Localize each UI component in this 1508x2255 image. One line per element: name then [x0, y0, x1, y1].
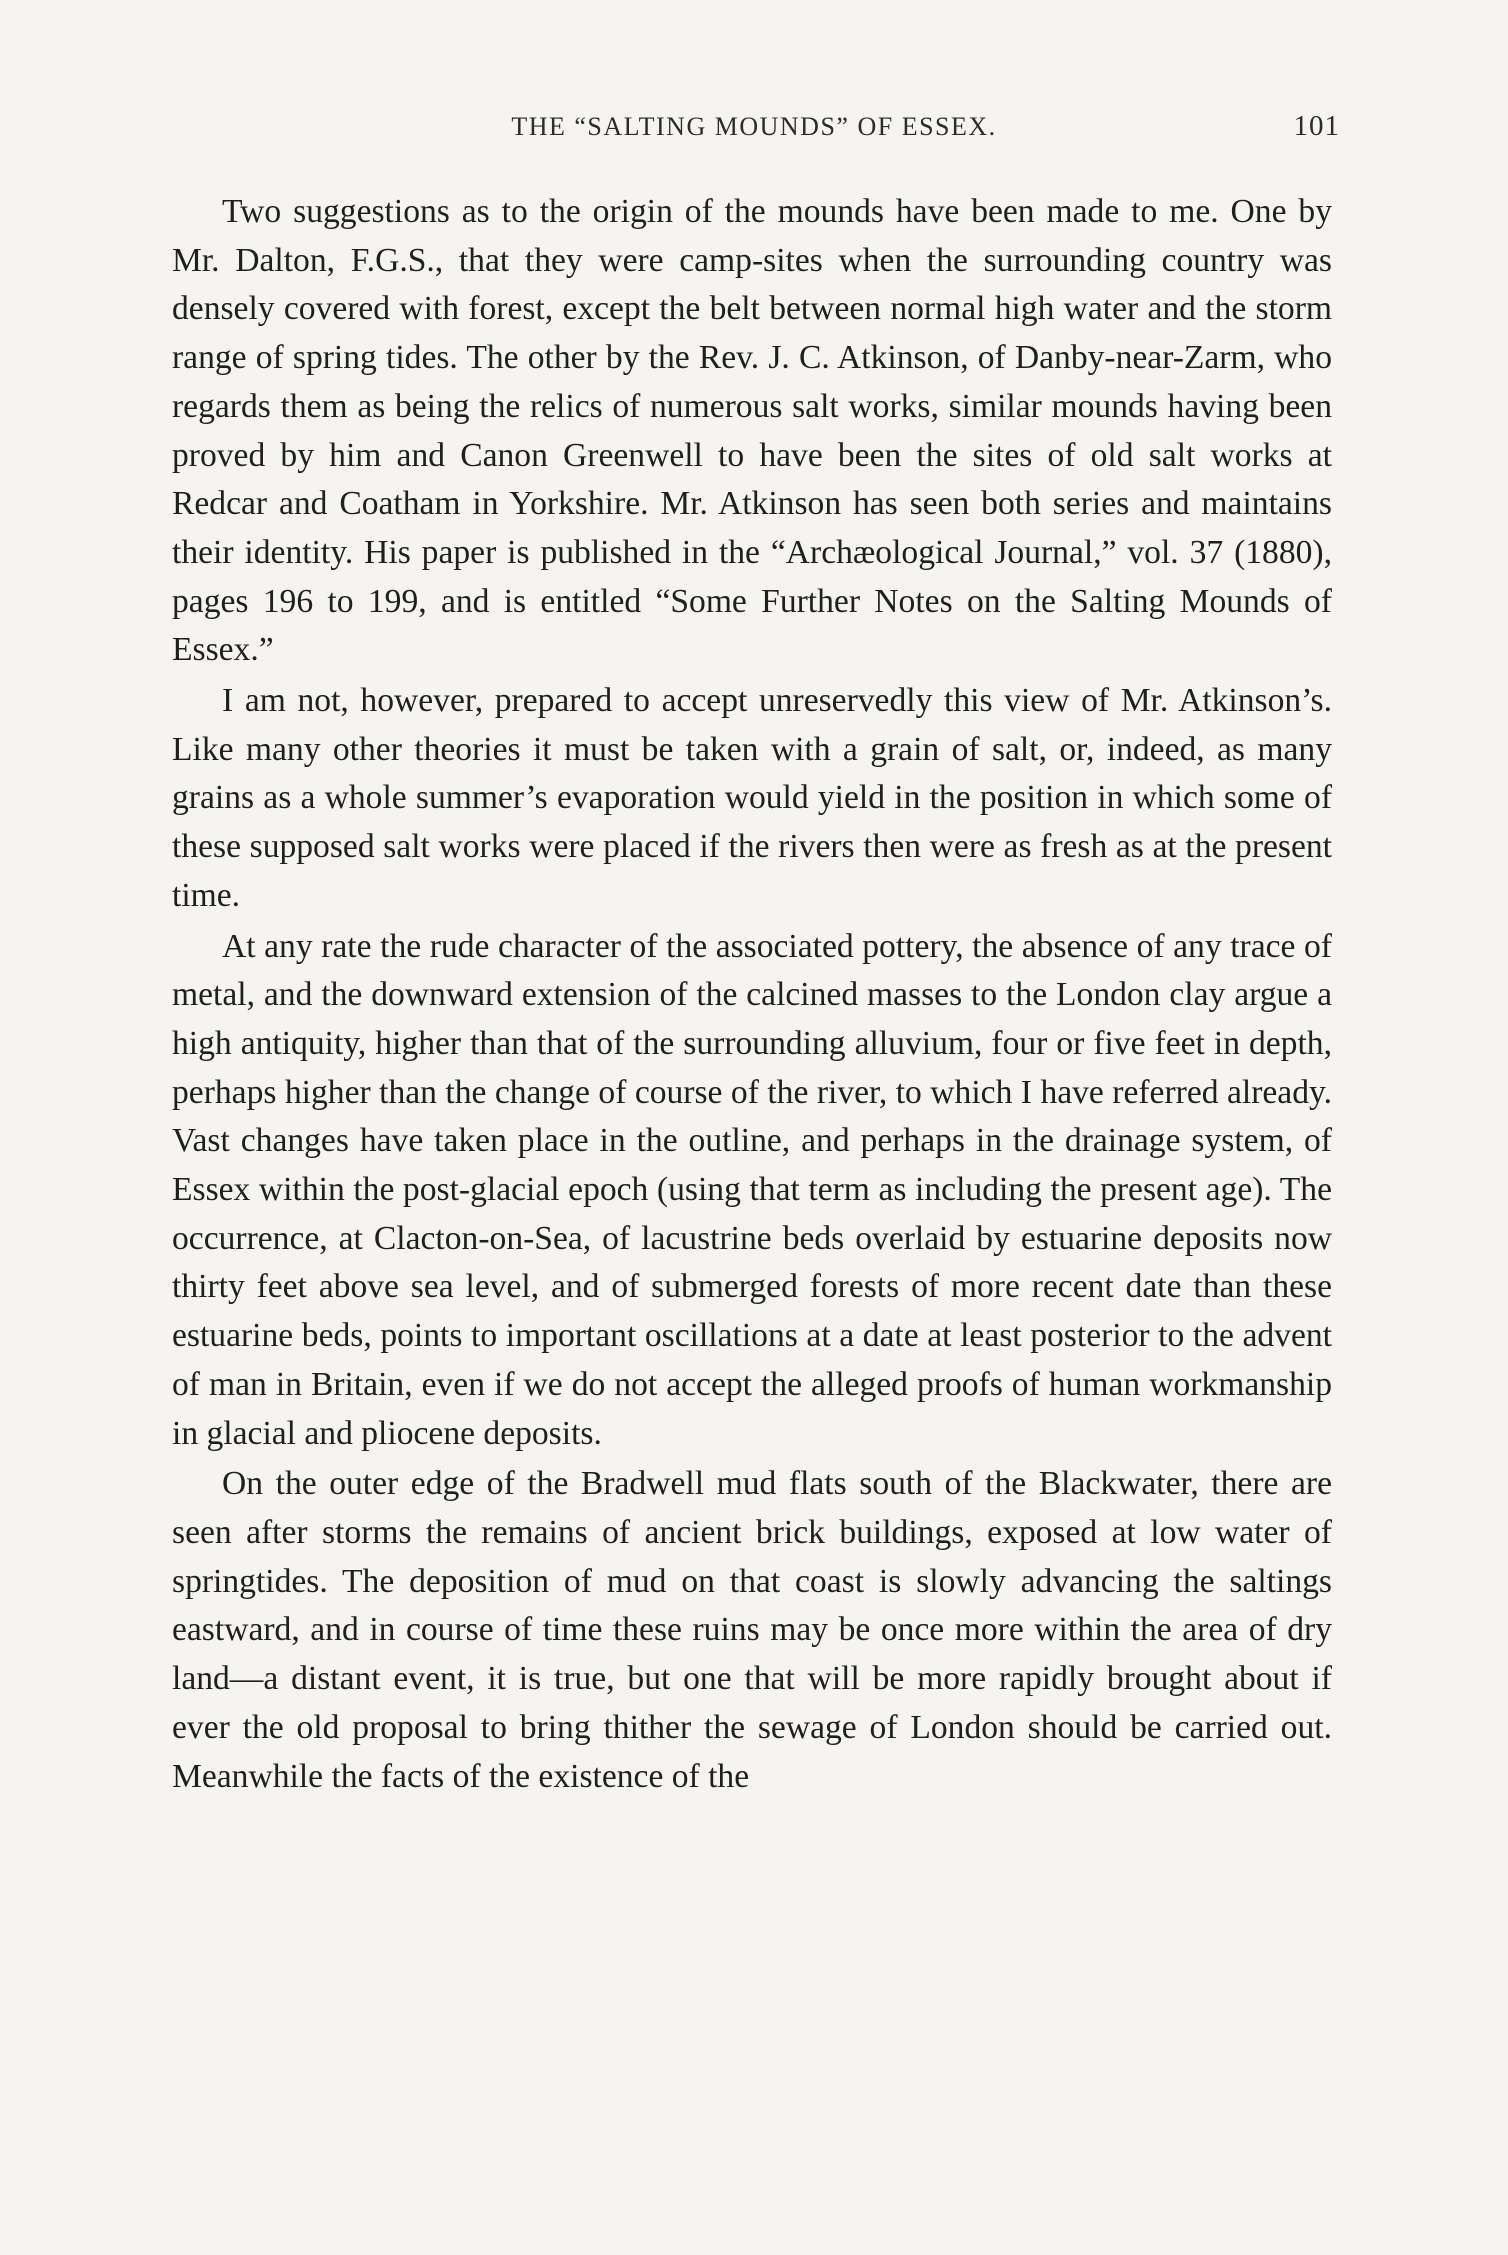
running-head: [168, 108, 1340, 148]
paragraph-origin-suggestions: Two suggestions as to the origin of the mounds have been made to me. One by Mr. Dalton, F.G.S., that they were camp-sites when the surrounding country was densely covered with forest, except the belt between normal high water and the storm range of spring tides. The other by the Rev. J. C. Atkinson, of Danby-near-Zarm, who regards them as being the relics of numerous salt works, similar mounds having been proved by him and Canon Greenwell to have been the sites of old salt works at Redcar and Coatham in Yorkshire. Mr. Atkinson has seen both series and maintains their identity. His paper is published in the “Archæological Journal,” vol. 37 (1880), pages 196 to 199, and is entitled “Some Further Notes on the Salting Mounds of Essex.”: [172, 193, 1332, 669]
paragraph-bradwell-ruins: On the outer edge of the Bradwell mud flats south of the Blackwater, there are seen after storms the remains of ancient brick buildings, exposed at low water of springtides. The deposition of mud on that coast is slowly advancing the saltings eastward, and in course of time these ruins may be once more within the area of dry land—a distant event, it is true, but one that will be more rapidly brought about if ever the old proposal to bring thither the sewage of London should be carried out. Meanwhile the facts of the existence of the: [172, 1465, 1332, 1795]
running-title: THE “SALTING MOUNDS” OF ESSEX.: [511, 112, 997, 141]
paragraph-not-accepting-view: I am not, however, prepared to accept unreservedly this view of Mr. Atkinson’s. Like many other theories it must be taken with a grain of salt, or, indeed, as many grains as a whole summer’s evaporation would yield in the position in which some of these supposed salt works were placed if the rivers then were as fresh as at the present time.: [172, 682, 1332, 914]
paragraph-antiquity-argument: At any rate the rude character of the associated pottery, the absence of any trace of metal, and the downward extension of the calcined masses to the London clay argue a high antiquity, higher than that of the surrounding alluvium, four or five feet in depth, perhaps higher than the change of course of the river, to which I have referred already. Vast changes have taken place in the outline, and perhaps in the drainage system, of Essex within the post-glacial epoch (using that term as including the present age). The occurrence, at Clacton-on-Sea, of lacustrine beds overlaid by estuarine deposits now thirty feet above sea level, and of submerged forests of more recent date than these estuarine beds, points to important oscillations at a date at least posterior to the advent of man in Britain, even if we do not accept the alleged proofs of human workmanship in glacial and pliocene deposits.: [172, 927, 1332, 1452]
body-text: [172, 188, 1332, 1803]
page-number: 101: [1293, 110, 1340, 142]
